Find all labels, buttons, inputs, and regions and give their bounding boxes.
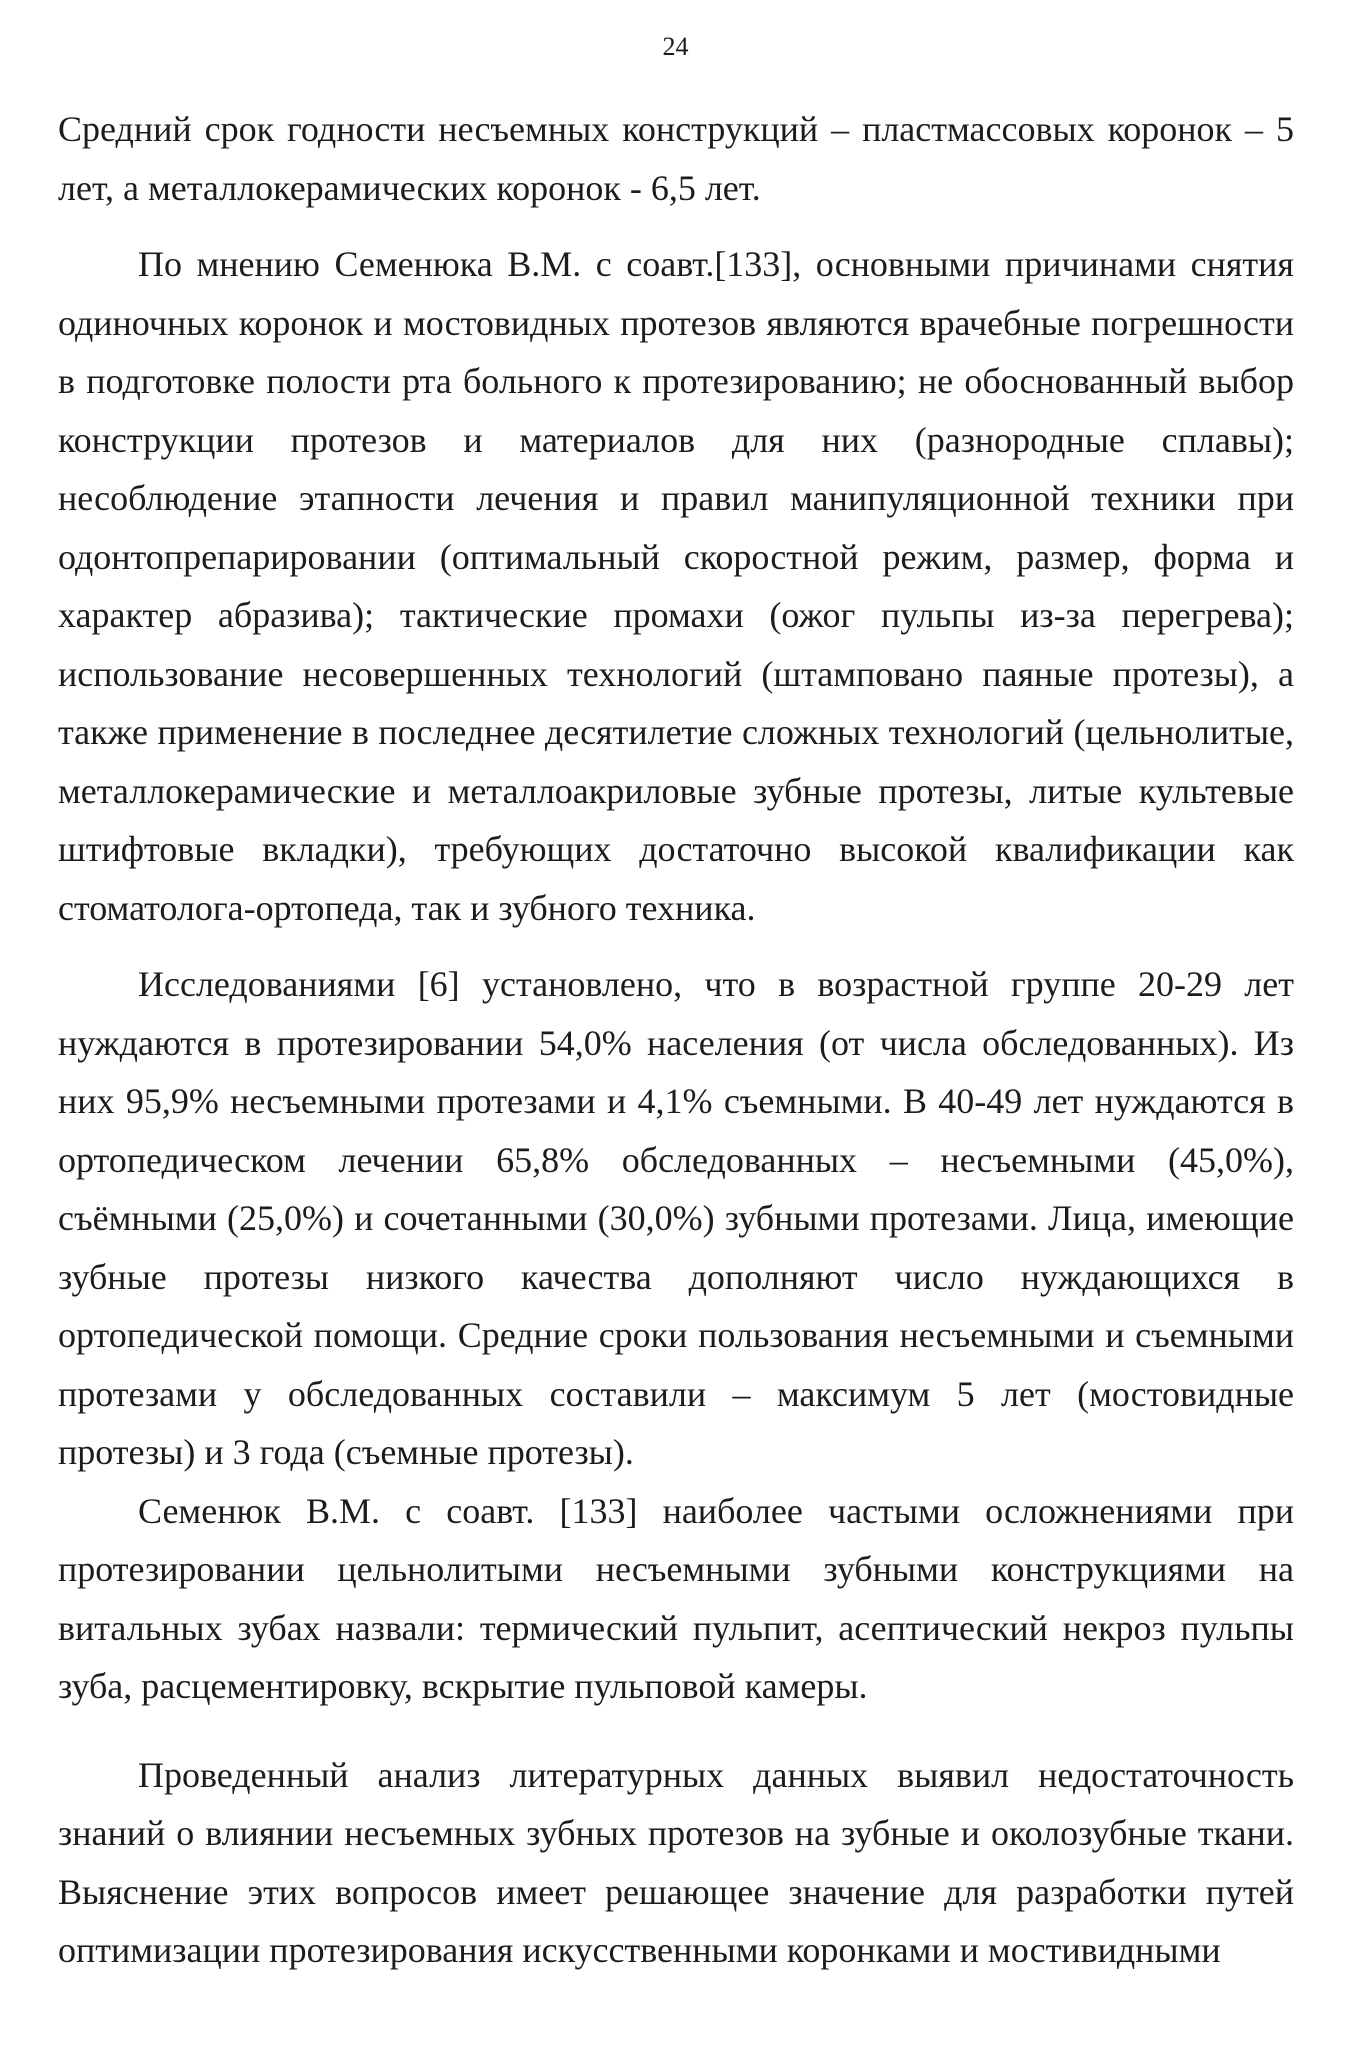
paragraph-2: По мнению Семенюка В.М. с соавт.[133], основными причинами снятия одиночных коронок и мостовидных протезов являются врачебные погрешности в подготовке полости рта больного к протезированию; не обоснованный выбор конструкции протезов и материалов для них (разнородные сплавы); несоблюдение этапности лечения и правил манипуляционной техники при одонтопрепарировании (оптимальный скоростной режим, размер, форма и характер абразива); тактические промахи (ожог пульпы из-за перегрева); использование несовершенных технологий (штамповано паяные протезы), а также применение в последнее десятилетие сложных технологий (цельнолитые, металлокерамические и металлоакриловые зубные протезы, литые культевые штифтовые вкладки), требующих достаточно высокой квалификации как стоматолога-ортопеда, так и зубного техника. — [58, 244, 1294, 928]
paragraph-5: Проведенный анализ литературных данных выявил недостаточность знаний о влиянии несъемных зубных протезов на зубные и околозубные ткани. Выяснение этих вопросов имеет решающее значение для разработки путей оптимизации протезирования искусственными коронками и мостивидными — [58, 1754, 1294, 1970]
paragraph-4: Семенюк В.М. с соавт. [133] наиболее частыми осложнениями при протезировании цельнолитыми несъемными зубными конструкциями на витальных зубах назвали: термический пульпит, асептический некроз пульпы зуба, расцементировку, вскрытие пульповой камеры. — [58, 1490, 1294, 1706]
paragraph-1: Средний срок годности несъемных конструкций – пластмассовых коронок – 5 лет, а металлокерамических коронок - 6,5 лет. — [58, 109, 1294, 208]
body-text — [58, 100, 1294, 1980]
page-number: 24 — [662, 32, 689, 61]
paragraph-3: Исследованиями [6] установлено, что в возрастной группе 20-29 лет нуждаются в протезировании 54,0% населения (от числа обследованных). Из них 95,9% несъемными протезами и 4,1% съемными. В 40-49 лет нуждаются в ортопедическом лечении 65,8% обследованных – несъемными (45,0%), съёмными (25,0%) и сочетанными (30,0%) зубными протезами. Лица, имеющие зубные протезы низкого качества дополняют число нуждающихся в ортопедической помощи. Средние сроки пользования несъемными и съемными протезами у обследованных составили – максимум 5 лет (мостовидные протезы) и 3 года (съемные протезы). — [58, 964, 1294, 1472]
